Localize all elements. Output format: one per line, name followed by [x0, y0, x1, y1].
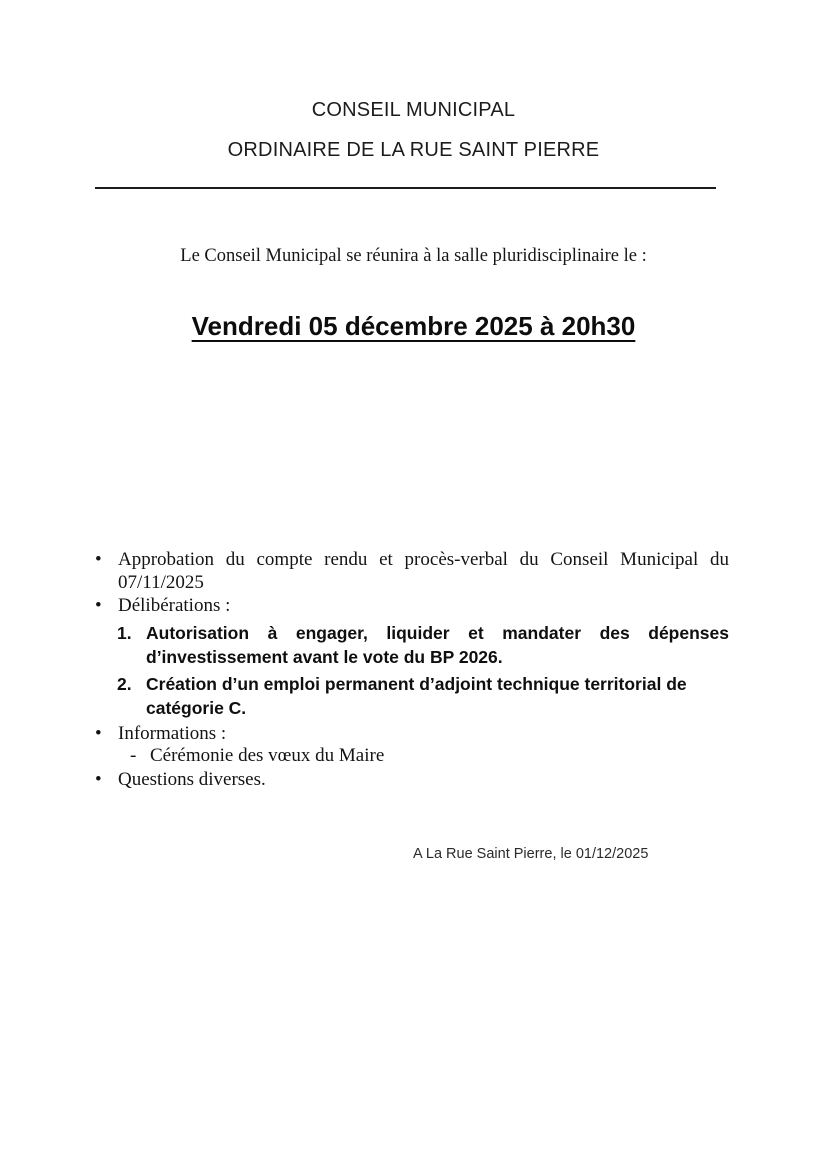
item-number: 1. [117, 622, 132, 643]
agenda-item-questions [95, 769, 729, 792]
agenda-item-text: Délibérations : [118, 595, 231, 616]
bullet-icon: • [95, 768, 102, 790]
item-number: 2. [117, 673, 132, 694]
agenda-item-text: Questions diverses. [118, 768, 266, 790]
meeting-date-heading [0, 311, 827, 342]
agenda-item-text: Création d’un emploi permanent d’adjoint technique territorial de catégorie C. [146, 673, 687, 718]
agenda-deliberation-1 [95, 621, 729, 669]
document-title-line1: CONSEIL MUNICIPAL [311, 99, 516, 121]
document-title [0, 99, 827, 162]
bullet-icon: • [95, 549, 102, 570]
agenda-item-approbation [95, 549, 729, 594]
intro-paragraph: Le Conseil Municipal se réunira à la salle pluridisciplinaire le : [180, 246, 647, 266]
agenda-item-deliberations [95, 595, 729, 618]
document-title-line2: ORDINAIRE DE LA RUE SAINT PIERRE [227, 139, 600, 161]
agenda-item-text: Cérémonie des vœux du Maire [150, 745, 385, 766]
agenda-item-text: Autorisation à engager, liquider et mandater des dépenses d’investissement avant le vote du BP 2026. [146, 622, 729, 667]
horizontal-rule [95, 187, 716, 189]
agenda-list [95, 548, 729, 791]
agenda-item-informations [95, 723, 729, 746]
agenda-subitem-ceremonie [95, 745, 729, 768]
signoff-line: A La Rue Saint Pierre, le 01/12/2025 [413, 846, 649, 862]
agenda-item-text: Informations : [118, 722, 227, 744]
bullet-icon: • [95, 722, 102, 744]
agenda-deliberation-2 [95, 672, 729, 720]
dash-icon: - [130, 745, 137, 766]
bullet-icon: • [95, 595, 102, 616]
meeting-date-text: Vendredi 05 décembre 2025 à 20h30 [191, 311, 636, 341]
agenda-item-text: Approbation du compte rendu et procès-verbal du Conseil Municipal du 07/11/2025 [118, 549, 729, 593]
